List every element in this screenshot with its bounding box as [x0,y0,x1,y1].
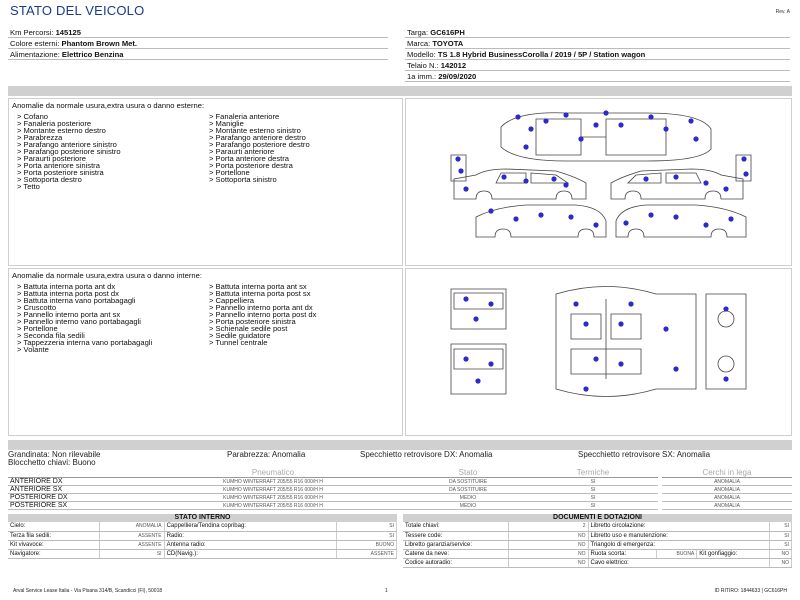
damage-marker [455,156,460,161]
damage-marker [583,321,588,326]
damage-marker [523,178,528,183]
brand-row [405,38,790,49]
damage-marker [578,136,583,141]
tyre-header: Pneumatico [138,468,408,478]
table-row [403,540,792,549]
list-item: > Pannello interno porta post dx [209,310,317,319]
damage-marker [648,114,653,119]
tyre-winter: SI [528,486,658,494]
fuel-row [8,49,388,60]
list-item: > Seconda fila sedili [17,331,85,340]
list-item: > Pannello interno vano portabagagli [17,317,141,326]
list-item: > Porta posteriore sinistra [17,168,104,177]
list-item: > Battuta interna porta post sx [209,289,311,298]
km-label: Km Percorsi: [10,28,56,37]
damage-marker [673,366,678,371]
model-label: Modello: [407,50,438,59]
damage-marker [593,122,598,127]
hail-status: Grandinata: Non rilevabile [8,450,101,459]
list-item: > Sedile guidatore [209,331,271,340]
tyre-position: POSTERIORE SX [8,502,138,510]
document-item-value: NO [508,558,588,567]
registration-value: 29/09/2020 [438,72,477,81]
damage-marker [593,222,598,227]
list-item: > Pannello interno porta ant dx [209,303,313,312]
damage-marker [543,118,548,123]
list-item: > Sottoporta sinistro [209,175,277,184]
damage-marker [618,122,623,127]
list-item: > Parafango posteriore destro [209,140,310,149]
list-item: > Battuta interna vano portabagagli [17,296,136,305]
exterior-car-diagram [405,98,792,266]
damage-marker [473,316,478,321]
external-damage-col1 [17,113,212,190]
registration-row [405,71,790,82]
table-row [8,478,792,486]
tyre-state: DA SOSTITUIRE [408,486,528,494]
damage-marker [618,321,623,326]
list-item: > Battuta interna porta ant dx [17,282,116,291]
interior-item-value: ASSENTE [99,540,164,549]
document-item-value: NO [769,549,791,558]
documents-table [403,522,792,568]
damage-marker [551,176,556,181]
interior-item-label: Cappelliera/Tendina copribag: [164,522,337,531]
list-item: > Paraurti anteriore [209,147,275,156]
table-row [403,531,792,540]
damage-marker [568,214,573,219]
damage-marker [563,112,568,117]
list-item: > Portellone [209,168,250,177]
mirror-sx-status: Specchietto retrovisore SX: Anomalia [578,450,711,459]
tyre-rims: ANOMALIA [662,494,792,502]
footer-company: Arval Service Lease Italia - Via Pisana 314/B, Scandicci (FI), 50018 [13,588,163,594]
list-item: > Porta anteriore sinistra [17,161,100,170]
section-divider [8,86,792,96]
chassis-value: 142012 [440,61,467,70]
tyre-winter: SI [528,478,658,486]
list-item: > Parabrezza [17,133,63,142]
list-item: > Pannello interno porta ant sx [17,310,121,319]
plate-value: GC616PH [430,28,465,37]
damage-marker [538,212,543,217]
table-row [403,522,792,531]
chassis-row [405,60,790,71]
interior-item-value: ANOMALIA [99,522,164,531]
list-item: > Battuta interna porta post dx [17,289,119,298]
document-item-value: 2 [508,522,588,531]
damage-marker [603,110,608,115]
internal-damage-col2 [209,283,404,346]
damage-marker [703,222,708,227]
color-row [8,38,388,49]
internal-damage-col1 [17,283,212,353]
section-divider [8,440,792,450]
table-row [8,522,397,531]
interior-car-diagram [405,268,792,436]
vehicle-info [8,27,792,83]
winter-header: Termiche [528,468,658,478]
interior-item-label: CD(Navig.): [164,549,337,558]
tyre-position: ANTERIORE SX [8,486,138,494]
list-item: > Portellone [17,324,58,333]
external-damage-heading: Anomalie da normale usura,extra usura o danno esterne: [12,101,205,110]
tyre-state: MEDIO [408,502,528,510]
damage-marker [523,144,528,149]
damage-marker [618,361,623,366]
table-row [8,549,397,558]
tyres-header-row [8,468,792,478]
damage-marker [693,136,698,141]
list-item: > Volante [17,345,49,354]
list-item: > Cofano [17,112,49,121]
interior-item-label: Terza fila sedili: [8,531,99,540]
list-item: > Tetto [17,182,40,191]
damage-marker [463,296,468,301]
damage-marker [741,156,746,161]
documents-title: DOCUMENTI E DOTAZIONI [403,514,792,522]
damage-marker [723,376,728,381]
damage-marker [463,186,468,191]
damage-marker [743,171,748,176]
interior-item-value: SI [337,531,397,540]
list-item: > Parafango anteriore sinistro [17,140,117,149]
document-item-value: BUONA [656,549,696,558]
interior-item-label: Antenna radio: [164,540,337,549]
list-item: > Cruscotto [17,303,57,312]
tyre-rims: ANOMALIA [662,502,792,510]
interior-item-label: Radio: [164,531,337,540]
table-row [8,502,792,510]
document-item-label: Triangolo di emergenza: [588,540,769,549]
list-item: > Schienale sedile post [209,324,288,333]
tyre-rims: ANOMALIA [662,478,792,486]
document-item-label: Codice autoradio: [403,558,508,567]
list-item: > Maniglie [209,119,244,128]
tyre-winter: SI [528,494,658,502]
color-value: Phantom Brown Met. [61,39,138,48]
damage-marker [488,301,493,306]
tyre-model: KUMHO WINTERRAFT 205/55 R16 000/H H [138,478,408,486]
damage-marker [673,214,678,219]
tyre-model: KUMHO WINTERRAFT 205/55 R16 000/H H [138,502,408,510]
vehicle-info-left [8,27,388,60]
document-item-value: NO [508,531,588,540]
interior-item-value: BUONO [337,540,397,549]
footer-page-number: 1 [385,588,388,594]
internal-damage-box [8,268,403,436]
damage-marker [463,356,468,361]
damage-marker [563,182,568,187]
document-item-label: Kit gonfiaggio: [697,549,770,558]
damage-marker [583,386,588,391]
fuel-value: Elettrico Benzina [61,50,124,59]
damage-marker [623,220,628,225]
model-row [405,49,790,60]
plate-label: Targa: [407,28,431,37]
internal-damage-heading: Anomalie da normale usura,extra usura o danno interne: [12,271,202,280]
mirror-dx-status: Specchietto retrovisore DX: Anomalia [360,450,493,459]
interior-item-value: SI [99,549,164,558]
keys-block-status: Blocchetto chiavi: Buono [8,458,96,467]
table-row [8,540,397,549]
document-item-value: NO [508,549,588,558]
document-item-label: Libretto circolazione: [588,522,769,531]
document-item-label: Cavo elettrico: [588,558,769,567]
list-item: > Tunnel centrale [209,338,268,347]
interior-item-value: SI [337,522,397,531]
damage-marker [488,208,493,213]
tyre-position: POSTERIORE DX [8,494,138,502]
table-row [8,531,397,540]
list-item: > Parafango posteriore sinistro [17,147,121,156]
damage-marker [513,216,518,221]
list-item: > Porta posteriore destra [209,161,293,170]
interior-item-label: Kit vivavoce: [8,540,99,549]
fuel-label: Alimentazione: [10,50,62,59]
document-item-value: SI [769,522,791,531]
document-item-value: NO [508,540,588,549]
damage-marker [458,168,463,173]
document-item-value: SI [769,531,791,540]
windshield-status: Parabrezza: Anomalia [227,450,306,459]
damage-marker [663,326,668,331]
document-item-label: Libretto garanzia/service: [403,540,508,549]
registration-label: 1a imm.: [407,72,439,81]
damage-marker [593,356,598,361]
rims-header: Cerchi in lega [662,468,792,478]
table-row [403,549,792,558]
document-item-label: Catene da neve: [403,549,508,558]
list-item: > Porta anteriore destra [209,154,289,163]
brand-label: Marca: [407,39,433,48]
plate-row [405,27,790,38]
document-item-label: Totale chiavi: [403,522,508,531]
interior-state-title: STATO INTERNO [8,514,397,522]
damage-marker [488,361,493,366]
table-row [8,486,792,494]
list-item: > Montante esterno destro [17,126,106,135]
state-header: Stato [408,468,528,478]
list-item: > Porta posteriore sinistra [209,317,296,326]
document-item-label: Tessere code: [403,531,508,540]
damage-marker [528,126,533,131]
damage-marker [501,174,506,179]
documents-section [403,514,792,568]
tyre-model: KUMHO WINTERRAFT 205/55 R16 000/H H [138,486,408,494]
interior-item-value: ASSENTE [99,531,164,540]
list-item: > Cappelliera [209,296,254,305]
model-value: TS 1.8 Hybrid BusinessCorolla / 2019 / 5P / Station wagon [437,50,646,59]
tyre-position: ANTERIORE DX [8,478,138,486]
external-damage-col2 [209,113,404,183]
damage-marker [643,176,648,181]
list-item: > Parafango anteriore destro [209,133,306,142]
damage-marker [475,378,480,383]
damage-marker [723,186,728,191]
color-label: Colore esterni: [10,39,62,48]
table-row [403,558,792,567]
damage-marker [573,301,578,306]
damage-marker [673,174,678,179]
damage-marker [648,212,653,217]
tyre-state: MEDIO [408,494,528,502]
damage-marker [515,114,520,119]
damage-marker [628,301,633,306]
damage-marker [688,118,693,123]
document-item-label: Libretto uso e manutenzione: [588,531,769,540]
tyre-winter: SI [528,502,658,510]
damage-marker [703,180,708,185]
document-item-value: SI [769,540,791,549]
damage-marker [728,216,733,221]
list-item: > Fanaleria posteriore [17,119,92,128]
tyre-state: DA SOSTITUIRE [408,478,528,486]
interior-item-value: ASSENTE [337,549,397,558]
chassis-label: Telaio N.: [407,61,441,70]
brand-value: TOYOTA [432,39,464,48]
interior-state-table [8,522,397,559]
interior-item-label: Cielo: [8,522,99,531]
damage-marker [663,126,668,131]
exterior-car-diagram-svg [406,99,791,265]
document-item-value: NO [769,558,791,567]
vehicle-info-right [405,27,790,82]
interior-item-label: Navigatore: [8,549,99,558]
revision-label: Rev. A [775,9,790,15]
list-item: > Montante esterno sinistro [209,126,301,135]
tyres-table [8,468,792,510]
footer-reference: ID RITIRO: 1844633 | GC616PH [714,588,787,594]
interior-state-section [8,514,397,559]
tyre-model: KUMHO WINTERRAFT 205/55 R16 000/H H [138,494,408,502]
tyre-rims: ANOMALIA [662,486,792,494]
km-row [8,27,388,38]
page-title: STATO DEL VEICOLO [10,3,145,18]
list-item: > Sottoporta destro [17,175,82,184]
list-item: > Tappezzeria interna vano portabagagli [17,338,153,347]
external-damage-box [8,98,403,266]
interior-car-diagram-svg [406,269,791,435]
table-row [8,494,792,502]
list-item: > Fanaleria anteriore [209,112,280,121]
list-item: > Battuta interna porta ant sx [209,282,307,291]
km-value: 145125 [55,28,81,37]
damage-marker [723,306,728,311]
document-item-label: Ruota scorta: [588,549,656,558]
list-item: > Paraurti posteriore [17,154,87,163]
